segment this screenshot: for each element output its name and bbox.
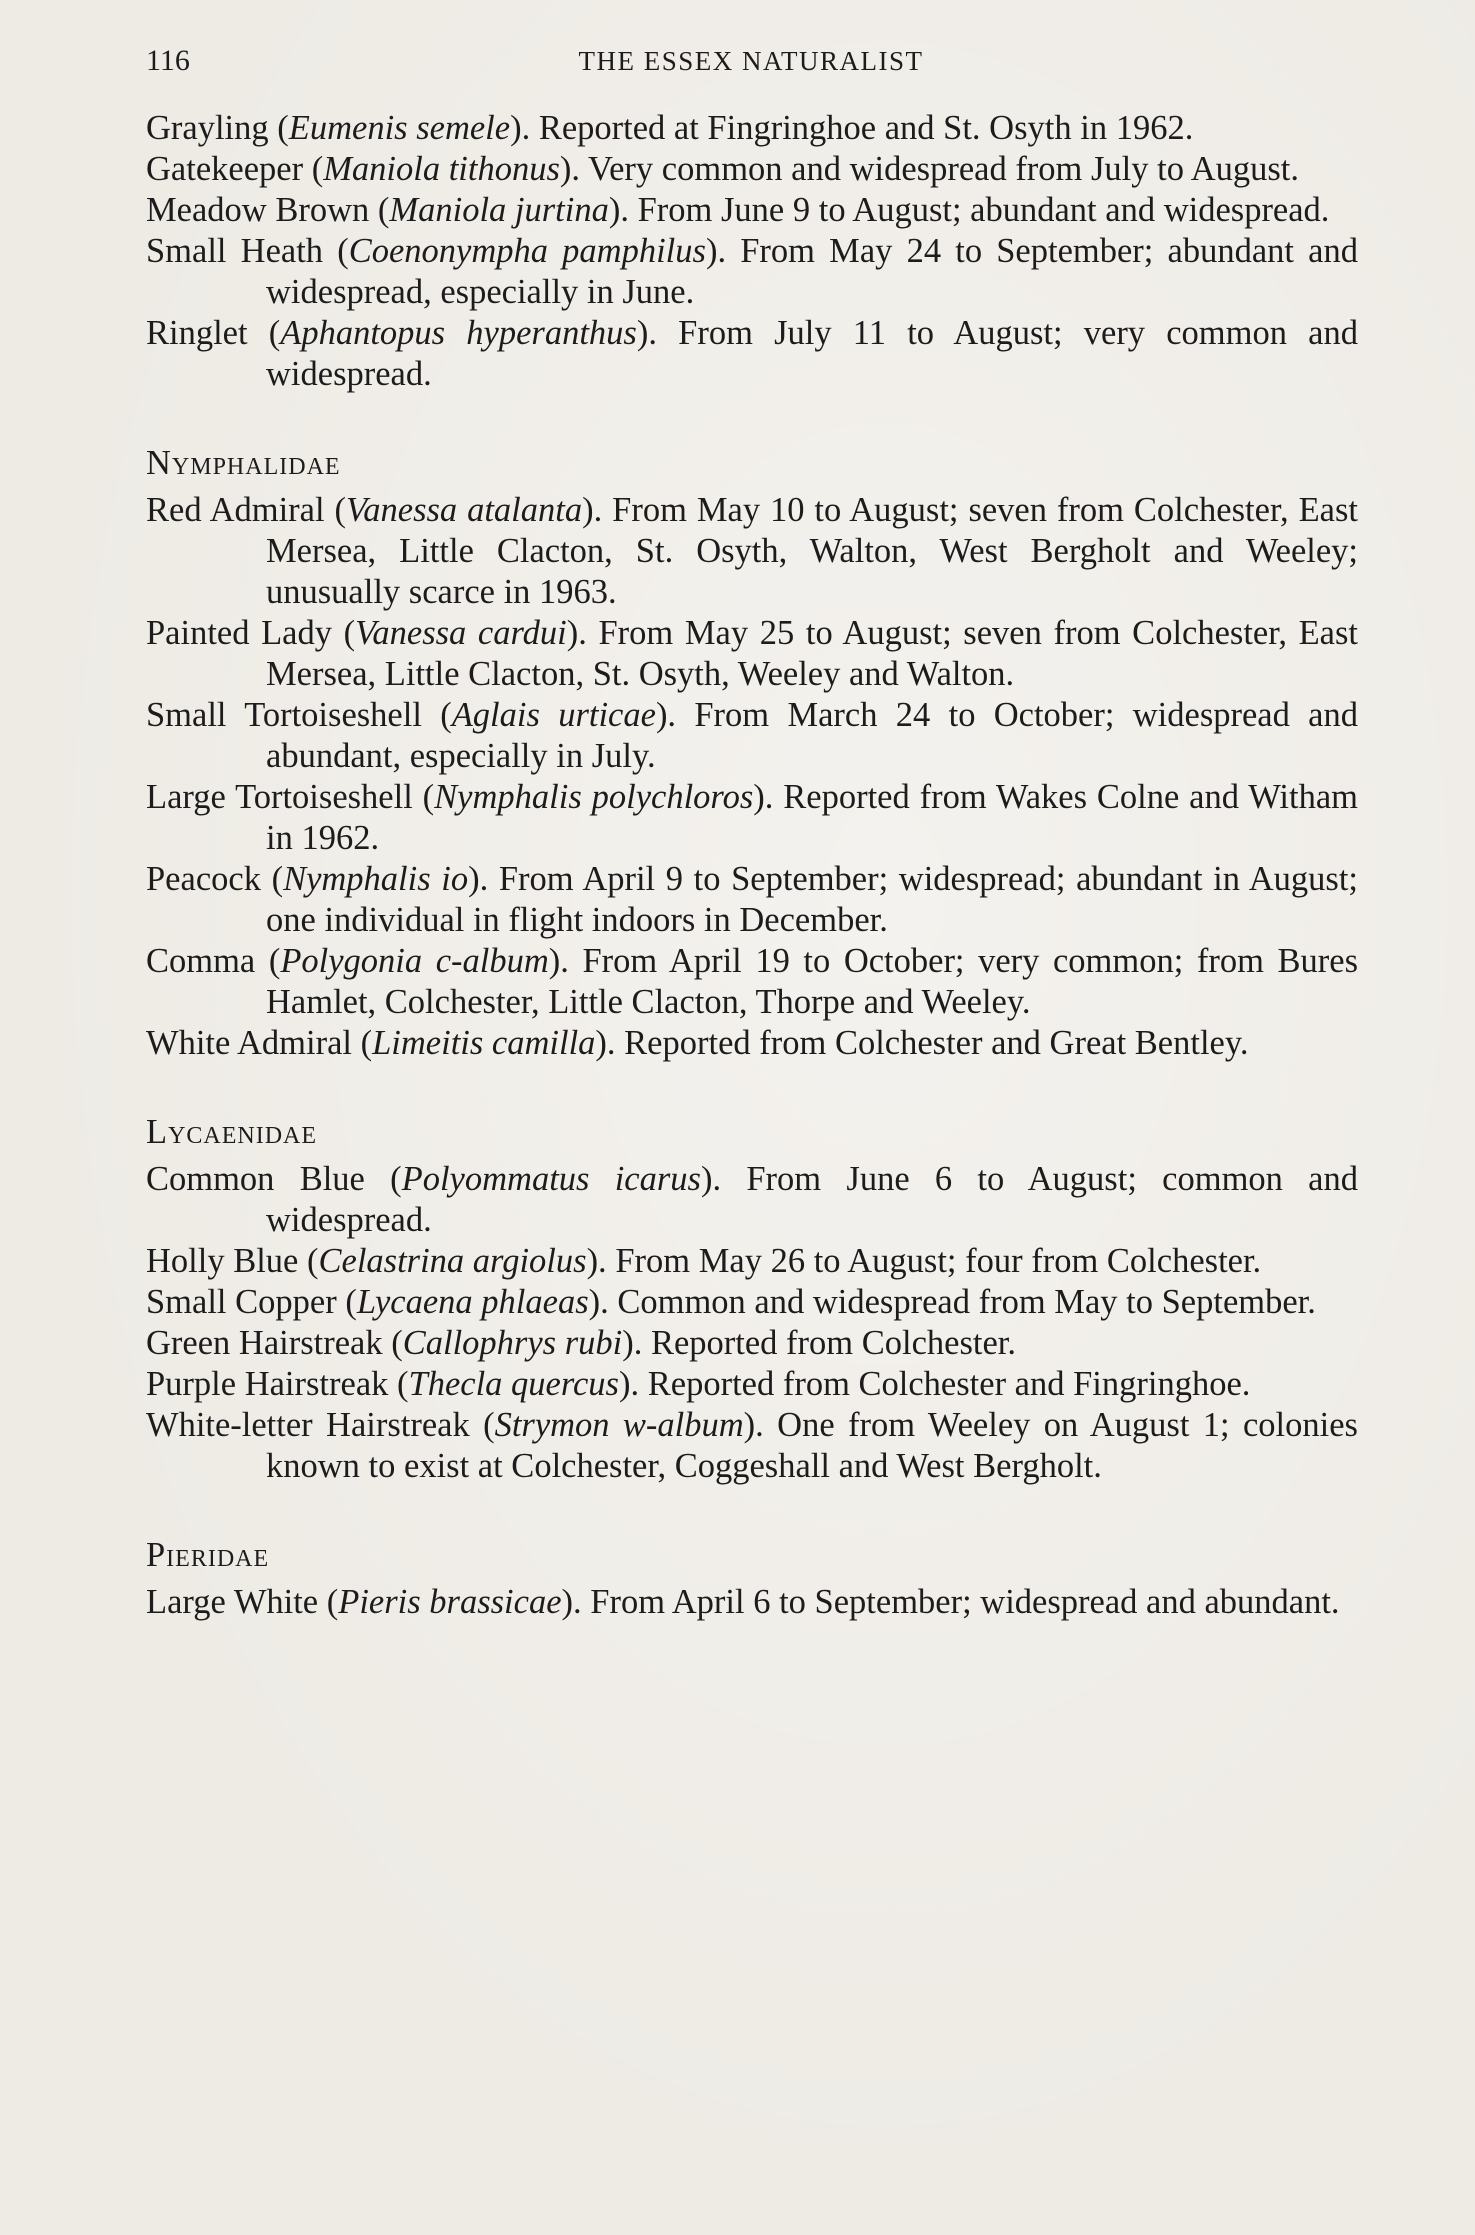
latin-name: Celastrina argiolus — [318, 1242, 587, 1280]
species-entry: Holly Blue (Celastrina argiolus). From May 26 to August; four from Colchester. — [146, 1242, 1262, 1280]
species-entry: White Admiral (Limeitis camilla). Reported from Colchester and Great Bentley. — [146, 1024, 1249, 1062]
common-name: Small Heath — [146, 232, 324, 270]
species-entry: White-letter Hairstreak (Strymon w-album). One from Weeley on August 1; colonies known to exist at Colchester, Coggeshall and West Bergholt. — [146, 1406, 1358, 1485]
species-entry: Red Admiral (Vanessa atalanta). From May 10 to August; seven from Colchester, East Mersea, Little Clacton, St. Osyth, Walton, West Bergholt and Weeley; unusually scarce in 1963. — [146, 491, 1358, 611]
common-name: Ringlet — [146, 314, 248, 352]
latin-name: Callophrys rubi — [402, 1324, 623, 1362]
entry-description: From June 9 to August; abundant and widespread. — [637, 191, 1330, 229]
latin-name: Limeitis camilla — [372, 1024, 596, 1062]
latin-name: Maniola tithonus — [323, 150, 560, 188]
common-name: Comma — [146, 942, 256, 980]
entry-description: From June 6 to August; common and widespread. — [266, 1160, 1358, 1239]
latin-name: Vanessa cardui — [355, 614, 567, 652]
entry-description: From May 10 to August; seven from Colchester, East Mersea, Little Clacton, St. Osyth, Walton, West Bergholt and Weeley; unusually scarce in 1963. — [266, 491, 1358, 611]
species-list — [146, 108, 1358, 1623]
page-header — [146, 44, 1356, 84]
latin-name: Aphantopus hyperanthus — [280, 314, 637, 352]
species-entry: Small Heath (Coenonympha pamphilus). From May 24 to September; abundant and widespread, especially in June. — [146, 232, 1358, 311]
entry-description: From May 24 to September; abundant and widespread, especially in June. — [266, 232, 1358, 311]
species-entry: Comma (Polygonia c-album). From April 19 to October; very common; from Bures Hamlet, Colchester, Little Clacton, Thorpe and Weeley. — [146, 942, 1359, 1021]
species-entry: Large Tortoiseshell (Nymphalis polychloros). Reported from Wakes Colne and Witham in 1962. — [146, 778, 1358, 857]
species-entry: Painted Lady (Vanessa cardui). From May 25 to August; seven from Colchester, East Mersea, Little Clacton, St. Osyth, Weeley and Walton. — [146, 614, 1358, 693]
entry-description: From April 6 to September; widespread and abundant. — [590, 1583, 1340, 1621]
common-name: White-letter Hairstreak — [146, 1406, 470, 1444]
latin-name: Aglais urticae — [451, 696, 656, 734]
latin-name: Polyommatus icarus — [401, 1160, 701, 1198]
common-name: White Admiral — [146, 1024, 352, 1062]
entry-description: Common and widespread from May to September. — [617, 1283, 1316, 1321]
latin-name: Lycaena phlaeas — [356, 1283, 589, 1321]
species-entry: Common Blue (Polyommatus icarus). From June 6 to August; common and widespread. — [146, 1160, 1358, 1239]
entry-description: Reported from Colchester. — [650, 1324, 1016, 1362]
entry-description: One from Weeley on August 1; colonies known to exist at Colchester, Coggeshall and West Bergholt. — [266, 1406, 1358, 1485]
species-entry: Ringlet (Aphantopus hyperanthus). From July 11 to August; very common and widespread. — [146, 314, 1358, 393]
latin-name: Pieris brassicae — [338, 1583, 562, 1621]
family-heading: Lycaenidae — [146, 1113, 318, 1151]
common-name: Small Copper — [146, 1283, 337, 1321]
species-entry: Grayling (Eumenis semele). Reported at Fingringhoe and St. Osyth in 1962. — [146, 109, 1194, 147]
entry-description: Reported from Colchester and Fingringhoe. — [647, 1365, 1251, 1403]
species-entry: Peacock (Nymphalis io). From April 9 to September; widespread; abundant in August; one individual in flight indoors in December. — [146, 860, 1358, 939]
entry-description: Reported from Wakes Colne and Witham in 1962. — [266, 778, 1358, 857]
species-entry: Large White (Pieris brassicae). From April 6 to September; widespread and abundant. — [146, 1583, 1340, 1621]
latin-name: Eumenis semele — [288, 109, 511, 147]
common-name: Small Tortoiseshell — [146, 696, 422, 734]
entry-description: From May 26 to August; four from Colchester. — [615, 1242, 1262, 1280]
common-name: Large Tortoiseshell — [146, 778, 413, 816]
latin-name: Polygonia c-album — [280, 942, 549, 980]
entry-description: Reported from Colchester and Great Bentley. — [624, 1024, 1249, 1062]
entry-description: Very common and widespread from July to August. — [588, 150, 1300, 188]
species-entry: Green Hairstreak (Callophrys rubi). Reported from Colchester. — [146, 1324, 1016, 1362]
species-entry: Purple Hairstreak (Thecla quercus). Reported from Colchester and Fingringhoe. — [146, 1365, 1251, 1403]
entry-description: From March 24 to October; widespread and abundant, especially in July. — [266, 696, 1358, 775]
latin-name: Nymphalis io — [283, 860, 469, 898]
common-name: Grayling — [146, 109, 269, 147]
page-number: 116 — [146, 44, 190, 77]
common-name: Meadow Brown — [146, 191, 370, 229]
entry-description: From July 11 to August; very common and widespread. — [266, 314, 1358, 393]
common-name: Green Hairstreak — [146, 1324, 383, 1362]
species-entry: Small Tortoiseshell (Aglais urticae). From March 24 to October; widespread and abundant, especially in July. — [146, 696, 1358, 775]
latin-name: Nymphalis polychloros — [434, 778, 754, 816]
running-head: THE ESSEX NATURALIST — [578, 46, 924, 76]
family-heading: Pieridae — [146, 1536, 270, 1574]
latin-name: Vanessa atalanta — [346, 491, 583, 529]
common-name: Red Admiral — [146, 491, 325, 529]
entry-description: From April 9 to September; widespread; abundant in August; one individual in flight indoors in December. — [266, 860, 1358, 939]
common-name: Large White — [146, 1583, 319, 1621]
entry-description: Reported at Fingringhoe and St. Osyth in 1962. — [538, 109, 1194, 147]
entry-description: From May 25 to August; seven from Colchester, East Mersea, Little Clacton, St. Osyth, Weeley and Walton. — [266, 614, 1358, 693]
common-name: Common Blue — [146, 1160, 365, 1198]
latin-name: Coenonympha pamphilus — [348, 232, 706, 270]
species-entry: Meadow Brown (Maniola jurtina). From June 9 to August; abundant and widespread. — [146, 191, 1330, 229]
common-name: Holly Blue — [146, 1242, 299, 1280]
common-name: Gatekeeper — [146, 150, 304, 188]
family-heading: Nymphalidae — [146, 444, 341, 482]
species-entry: Gatekeeper (Maniola tithonus). Very common and widespread from July to August. — [146, 150, 1300, 188]
entry-description: From April 19 to October; very common; from Bures Hamlet, Colchester, Little Clacton, Thorpe and Weeley. — [266, 942, 1359, 1021]
species-entry: Small Copper (Lycaena phlaeas). Common and widespread from May to September. — [146, 1283, 1316, 1321]
common-name: Peacock — [146, 860, 261, 898]
common-name: Painted Lady — [146, 614, 332, 652]
common-name: Purple Hairstreak — [146, 1365, 389, 1403]
latin-name: Strymon w-album — [494, 1406, 744, 1444]
latin-name: Maniola jurtina — [389, 191, 609, 229]
latin-name: Thecla quercus — [408, 1365, 619, 1403]
